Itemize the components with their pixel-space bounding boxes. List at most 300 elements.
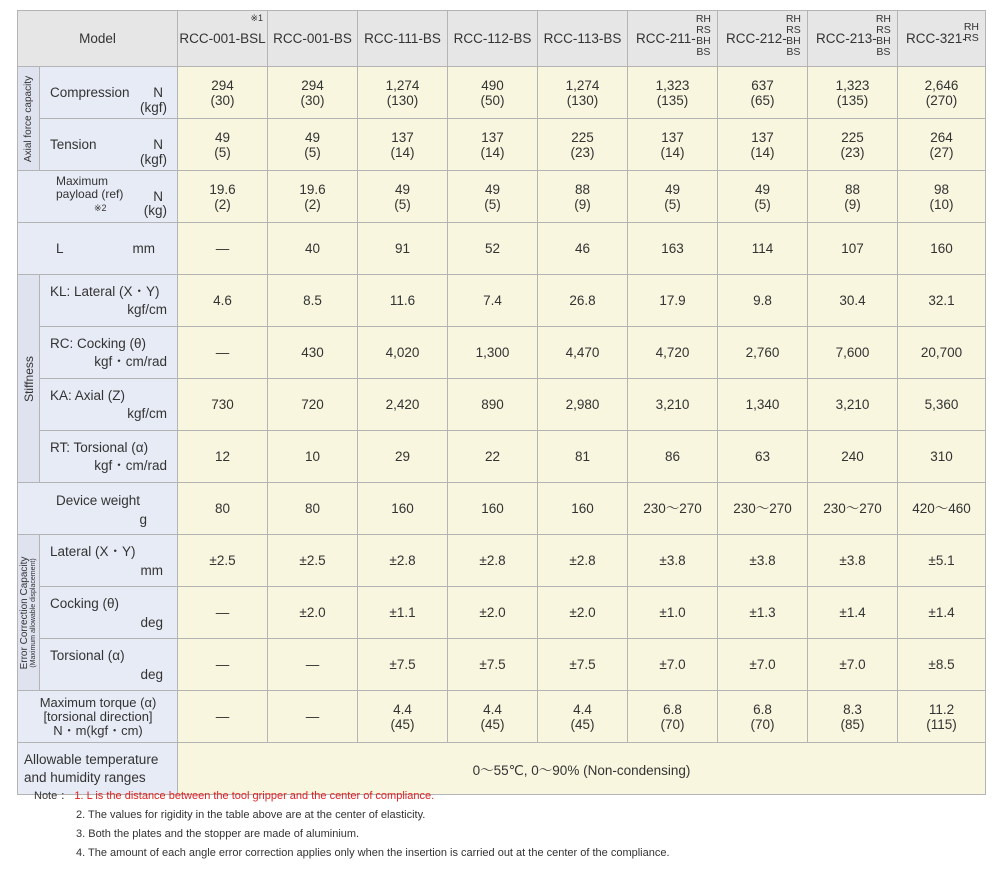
value-cell xyxy=(808,587,898,639)
model-suffix: BH xyxy=(696,35,711,47)
value-cell xyxy=(358,119,448,171)
value-main: 6.8 xyxy=(753,701,772,717)
unit-text: N xyxy=(153,85,163,100)
value: 22 xyxy=(484,449,501,464)
value-cell xyxy=(898,639,986,691)
value-main: 49 xyxy=(754,181,771,197)
value: 86 xyxy=(664,449,681,464)
value: ±3.8 xyxy=(839,553,866,568)
model-name: RCC-113-BS xyxy=(543,31,622,46)
value-cell xyxy=(718,587,808,639)
model-suffix: RS xyxy=(964,32,979,44)
value: 81 xyxy=(574,449,591,464)
value-cell xyxy=(448,431,538,483)
value-cell xyxy=(628,535,718,587)
label-text: Torsional (α) xyxy=(50,648,125,663)
value-sub: (23) xyxy=(840,144,865,160)
value-cell xyxy=(358,223,448,275)
value: 720 xyxy=(301,397,324,412)
value-main: 49 xyxy=(484,181,501,197)
value-cell xyxy=(178,535,268,587)
value: ±7.0 xyxy=(839,657,866,672)
model-note: ※1 xyxy=(250,13,263,23)
unit-text: (kgf) xyxy=(140,100,167,115)
model-column-header xyxy=(268,11,358,67)
value-cell xyxy=(538,639,628,691)
value-cell xyxy=(808,379,898,431)
value-main: 2,646 xyxy=(924,77,959,93)
value-cell xyxy=(628,483,718,535)
value-cell xyxy=(358,587,448,639)
label-text: and humidity ranges xyxy=(24,770,146,785)
model-prefix: RCC-211- xyxy=(636,31,696,46)
value: ±2.5 xyxy=(209,553,236,568)
value: 160 xyxy=(571,501,594,516)
value-cell xyxy=(268,639,358,691)
value: 32.1 xyxy=(928,293,955,308)
value: 20,700 xyxy=(920,345,963,360)
value-main: 294 xyxy=(301,77,324,93)
value: 4,720 xyxy=(655,345,690,360)
value-sub: (70) xyxy=(660,716,685,732)
value-main: 4.4 xyxy=(483,701,502,717)
value: 310 xyxy=(930,449,953,464)
model-suffix-stack xyxy=(786,14,801,58)
group-label-line: Error Correction Capacity xyxy=(18,556,30,669)
value-cell xyxy=(178,223,268,275)
label-text: RT: Torsional (α) xyxy=(50,440,149,455)
value-cell xyxy=(718,223,808,275)
value-cell xyxy=(358,171,448,223)
value-cell xyxy=(898,67,986,119)
spec-table xyxy=(17,10,986,795)
value-sub: (9) xyxy=(574,196,591,212)
unit-text: (kgf) xyxy=(140,152,167,167)
value-main: 1,323 xyxy=(655,77,690,93)
value-sub: (115) xyxy=(926,716,957,732)
value: 3,210 xyxy=(835,397,870,412)
value-cell xyxy=(718,171,808,223)
label-text: Allowable temperature xyxy=(24,752,159,767)
value-sub: (2) xyxy=(214,196,231,212)
value-cell xyxy=(898,691,986,743)
value: 7,600 xyxy=(835,345,870,360)
value: ±1.3 xyxy=(749,605,776,620)
value-cell xyxy=(898,119,986,171)
value: — xyxy=(215,657,230,672)
model-suffix: RH xyxy=(695,13,711,25)
value-cell xyxy=(898,275,986,327)
model-suffix: RH xyxy=(785,13,801,25)
value-cell xyxy=(538,223,628,275)
value: 46 xyxy=(574,241,591,256)
value-sub: (130) xyxy=(566,92,599,108)
value: 80 xyxy=(214,501,231,516)
note-3: 3. Both the plates and the stopper are made of aluminium. xyxy=(76,828,360,840)
value: 1,300 xyxy=(475,345,510,360)
model-suffix: RS xyxy=(786,24,801,36)
note-1: 1. L is the distance between the tool gripper and the center of compliance. xyxy=(74,790,435,802)
value-cell xyxy=(448,119,538,171)
value-cell xyxy=(808,119,898,171)
value: 163 xyxy=(661,241,684,256)
value-cell xyxy=(268,587,358,639)
value-main: 8.3 xyxy=(843,701,862,717)
value-sub: (5) xyxy=(394,196,411,212)
model-name: RCC-111-BS xyxy=(364,31,441,46)
value-cell xyxy=(448,327,538,379)
value: 240 xyxy=(841,449,864,464)
value-cell xyxy=(178,275,268,327)
value-cell xyxy=(268,431,358,483)
value-cell xyxy=(898,535,986,587)
value: 4,470 xyxy=(565,345,600,360)
value-cell xyxy=(628,379,718,431)
model-column-header xyxy=(448,11,538,67)
value-sub: (45) xyxy=(570,716,595,732)
row-label xyxy=(40,119,178,171)
unit-text: g xyxy=(139,512,147,527)
model-suffix: BS xyxy=(696,46,711,58)
value-main: 490 xyxy=(481,77,504,93)
value-main: 49 xyxy=(664,181,681,197)
value-sub: (50) xyxy=(480,92,505,108)
value-cell xyxy=(268,535,358,587)
value-main: — xyxy=(305,709,320,724)
value-main: — xyxy=(215,709,230,724)
value: 890 xyxy=(481,397,504,412)
value-main: 137 xyxy=(481,129,504,145)
value: ±1.0 xyxy=(659,605,686,620)
label-text: payload (ref) xyxy=(56,187,124,201)
unit-text: kgf/cm xyxy=(127,406,167,421)
unit-text: kgf・cm/rad xyxy=(94,458,167,473)
row-lateral xyxy=(18,535,986,587)
value-main: 98 xyxy=(933,181,950,197)
value-main: 1,274 xyxy=(565,77,600,93)
unit-text: deg xyxy=(140,615,163,630)
value-main: 137 xyxy=(661,129,684,145)
value-main: 88 xyxy=(844,181,861,197)
value-cell xyxy=(718,67,808,119)
row-label xyxy=(40,587,178,639)
unit-text: mm xyxy=(132,241,155,256)
value-cell xyxy=(268,327,358,379)
value-cell xyxy=(448,587,538,639)
value-main: 225 xyxy=(841,129,864,145)
value-cell xyxy=(628,587,718,639)
value: 1,340 xyxy=(745,397,780,412)
value-sub: (9) xyxy=(844,196,861,212)
row-rc xyxy=(18,327,986,379)
value: 4.6 xyxy=(213,293,232,308)
value-cell xyxy=(178,67,268,119)
label-text: Maximum xyxy=(56,174,109,188)
group-label: Axial force capacity xyxy=(22,75,34,162)
value-cell xyxy=(358,431,448,483)
note-2: 2. The values for rigidity in the table above are at the center of elasticity. xyxy=(76,809,426,821)
value-cell xyxy=(628,431,718,483)
value-cell xyxy=(808,639,898,691)
value: 2,760 xyxy=(745,345,780,360)
value-sub: (5) xyxy=(304,144,321,160)
value-cell xyxy=(448,223,538,275)
value-cell xyxy=(538,119,628,171)
torque-label xyxy=(18,696,178,738)
value-main: 49 xyxy=(304,129,321,145)
label-text: Cocking (θ) xyxy=(50,596,120,611)
value-cell xyxy=(808,171,898,223)
value-cell xyxy=(178,483,268,535)
row-torque xyxy=(18,691,986,743)
row-label xyxy=(18,171,178,223)
unit-text: kgf・cm/rad xyxy=(94,354,167,369)
value: 160 xyxy=(391,501,414,516)
value: 91 xyxy=(394,241,411,256)
value-cell xyxy=(538,483,628,535)
value-cell xyxy=(268,223,358,275)
value-sub: (27) xyxy=(929,144,954,160)
model-column-header xyxy=(178,11,268,67)
value-cell xyxy=(448,67,538,119)
value-cell xyxy=(808,67,898,119)
value-cell xyxy=(808,327,898,379)
value-cell xyxy=(898,171,986,223)
model-column-header xyxy=(808,11,898,67)
value-cell xyxy=(268,691,358,743)
value: 63 xyxy=(754,449,771,464)
value-cell xyxy=(268,379,358,431)
value-cell xyxy=(718,275,808,327)
value-cell xyxy=(538,431,628,483)
group-label: Stiffness xyxy=(21,355,36,402)
value-cell xyxy=(628,171,718,223)
value: — xyxy=(215,241,230,256)
value-cell xyxy=(538,171,628,223)
value-main: 137 xyxy=(391,129,414,145)
model-suffix: RH xyxy=(963,21,979,33)
value-cell xyxy=(808,275,898,327)
label-line: Maximum torque (α) xyxy=(39,695,157,710)
value: 40 xyxy=(304,241,321,256)
value: ±7.5 xyxy=(569,657,596,672)
value: 160 xyxy=(481,501,504,516)
model-suffix: BH xyxy=(876,35,891,47)
value: 11.6 xyxy=(389,293,416,308)
value: 730 xyxy=(211,397,234,412)
model-suffix: BS xyxy=(876,46,891,58)
value: ±7.0 xyxy=(659,657,686,672)
group-label-line: (Maximum allowable displacement) xyxy=(29,557,37,668)
model-prefix: RCC-212- xyxy=(726,31,787,46)
value-cell xyxy=(718,639,808,691)
row-tension xyxy=(18,119,986,171)
value: 26.8 xyxy=(569,293,596,308)
value: 2,980 xyxy=(565,397,600,412)
note-4: 4. The amount of each angle error correction applies only when the insertion is carried out at the center of the compliance. xyxy=(76,847,670,859)
value: 29 xyxy=(394,449,411,464)
value-cell xyxy=(628,275,718,327)
value-cell xyxy=(718,327,808,379)
value-cell xyxy=(448,379,538,431)
value: ±5.1 xyxy=(928,553,955,568)
value-cell xyxy=(808,691,898,743)
model-column-header xyxy=(628,11,718,67)
model-column-header xyxy=(898,11,986,67)
value-main: 1,274 xyxy=(385,77,420,93)
value-cell xyxy=(448,691,538,743)
value: 420～460 xyxy=(912,501,971,516)
value: 12 xyxy=(214,449,231,464)
value: ±7.5 xyxy=(389,657,416,672)
value: 30.4 xyxy=(839,293,866,308)
value: ±3.8 xyxy=(659,553,686,568)
row-payload xyxy=(18,171,986,223)
notes xyxy=(34,787,670,863)
row-label xyxy=(40,431,178,483)
value-main: 225 xyxy=(571,129,594,145)
value-main: 49 xyxy=(394,181,411,197)
row-label xyxy=(18,223,178,275)
value-main: 264 xyxy=(930,129,953,145)
value: — xyxy=(305,657,320,672)
value-sub: (14) xyxy=(480,144,505,160)
value: 0～55℃, 0～90% (Non-condensing) xyxy=(472,762,691,778)
value-cell xyxy=(358,379,448,431)
unit-text: mm xyxy=(140,563,163,578)
label-text: Tension xyxy=(50,137,97,152)
unit-text: (kg) xyxy=(143,203,167,218)
label-line: [torsional direction] xyxy=(43,709,153,724)
row-cocking xyxy=(18,587,986,639)
value-cell xyxy=(268,119,358,171)
value-cell xyxy=(448,275,538,327)
value: 9.8 xyxy=(753,293,772,308)
value: 230～270 xyxy=(643,501,702,516)
value-sub: (14) xyxy=(750,144,775,160)
group-error-correction xyxy=(18,535,40,691)
value-cell xyxy=(718,535,808,587)
value-main: 4.4 xyxy=(393,701,412,717)
group-stiffness xyxy=(18,275,40,483)
value-cell xyxy=(628,639,718,691)
value: 7.4 xyxy=(483,293,502,308)
row-ka xyxy=(18,379,986,431)
label-text: KA: Axial (Z) xyxy=(50,388,126,403)
value-cell xyxy=(358,483,448,535)
value-sub: (30) xyxy=(300,92,325,108)
unit-text: deg xyxy=(140,667,163,682)
value-cell xyxy=(898,379,986,431)
value: 2,420 xyxy=(385,397,420,412)
row-label xyxy=(40,639,178,691)
value-sub: (45) xyxy=(390,716,415,732)
value-sub: (14) xyxy=(660,144,685,160)
value-cell xyxy=(268,275,358,327)
row-kl xyxy=(18,275,986,327)
value: 160 xyxy=(930,241,953,256)
value: 107 xyxy=(841,241,864,256)
row-label xyxy=(40,379,178,431)
value-main: 1,323 xyxy=(835,77,870,93)
value-cell xyxy=(178,171,268,223)
label-text: Lateral (X・Y) xyxy=(50,544,136,559)
value-cell xyxy=(178,639,268,691)
value-cell xyxy=(808,483,898,535)
model-prefix: RCC-321- xyxy=(906,31,967,46)
value: 5,360 xyxy=(924,397,959,412)
model-column-header xyxy=(718,11,808,67)
value-cell xyxy=(358,639,448,691)
model-suffix-stack xyxy=(876,14,891,58)
value-cell xyxy=(178,431,268,483)
label-text: Device weight xyxy=(56,493,141,508)
value: 3,210 xyxy=(655,397,690,412)
label-text: RC: Cocking (θ) xyxy=(50,336,147,351)
value-sub: (130) xyxy=(386,92,419,108)
value-sub: (85) xyxy=(840,716,865,732)
model-suffix: BS xyxy=(786,46,801,58)
model-prefix: RCC-213- xyxy=(816,31,877,46)
value: ±2.8 xyxy=(569,553,596,568)
value-cell xyxy=(178,691,268,743)
unit-text: kgf/cm xyxy=(127,302,167,317)
value-main: 4.4 xyxy=(573,701,592,717)
value-main: 19.6 xyxy=(299,181,326,197)
row-label xyxy=(40,535,178,587)
value: ±1.4 xyxy=(928,605,955,620)
value-sub: (135) xyxy=(656,92,689,108)
unit-text: N xyxy=(153,137,163,152)
value-main: 19.6 xyxy=(209,181,236,197)
value: 230～270 xyxy=(733,501,792,516)
value-cell xyxy=(808,223,898,275)
value: 80 xyxy=(304,501,321,516)
value: ±2.0 xyxy=(569,605,596,620)
model-suffix-stack xyxy=(696,14,711,58)
value-cell xyxy=(358,691,448,743)
model-suffix: BH xyxy=(786,35,801,47)
value-sub: (5) xyxy=(484,196,501,212)
value-cell xyxy=(538,327,628,379)
model-column-header xyxy=(538,11,628,67)
value-cell xyxy=(538,691,628,743)
value: ±1.4 xyxy=(839,605,866,620)
value-main: 6.8 xyxy=(663,701,682,717)
label-text: Compression xyxy=(50,85,130,100)
value-sub: (135) xyxy=(836,92,869,108)
value-cell xyxy=(628,691,718,743)
row-label xyxy=(40,327,178,379)
row-torsional xyxy=(18,639,986,691)
model-header xyxy=(18,11,178,67)
value: 8.5 xyxy=(303,293,322,308)
value-main: 49 xyxy=(214,129,231,145)
value-sub: (70) xyxy=(750,716,775,732)
model-name: RCC-001-BSL xyxy=(179,31,266,46)
value: ±2.0 xyxy=(479,605,506,620)
model-suffix: RS xyxy=(876,24,891,36)
value-cell xyxy=(358,535,448,587)
header-row xyxy=(18,11,986,67)
value-cell xyxy=(448,483,538,535)
value-cell xyxy=(448,171,538,223)
row-weight xyxy=(18,483,986,535)
value: 52 xyxy=(484,241,501,256)
value: 4,020 xyxy=(385,345,420,360)
label-text: KL: Lateral (X・Y) xyxy=(50,284,160,299)
value-cell xyxy=(538,535,628,587)
